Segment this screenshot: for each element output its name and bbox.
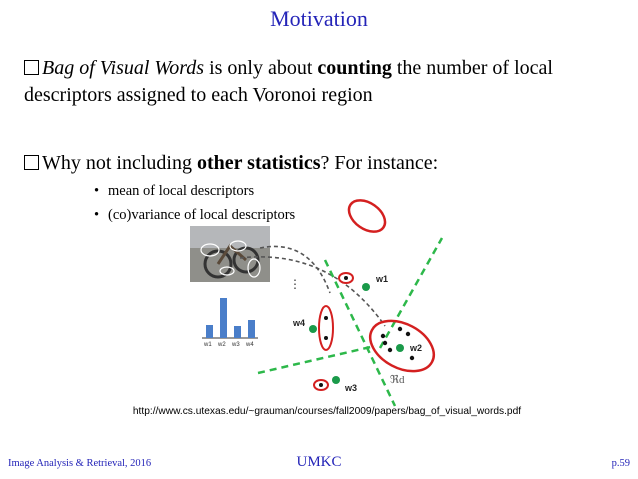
voronoi-boundaries — [258, 238, 442, 406]
umkc-logo: UMKC — [296, 454, 342, 470]
svg-text:w1: w1 — [376, 274, 389, 284]
svg-text:w3: w3 — [232, 342, 240, 348]
svg-text:ℜd: ℜd — [390, 374, 405, 386]
checkbox-bullet-icon — [24, 155, 39, 170]
bullet-2-text-b: ? For instance: — [320, 152, 439, 174]
bullet-1-bold: counting — [317, 57, 392, 79]
bullet-2 — [24, 150, 624, 177]
svg-text:w3: w3 — [345, 383, 358, 393]
checkbox-bullet-icon — [24, 60, 39, 75]
svg-text:w2: w2 — [218, 342, 226, 348]
svg-text:w1: w1 — [204, 342, 212, 348]
svg-text:w4: w4 — [293, 318, 306, 328]
svg-text:⋮: ⋮ — [289, 277, 301, 291]
bullet-1-text-a: is only about — [204, 57, 318, 79]
histogram — [202, 298, 258, 348]
bullet-1-text-b: the number of local descriptors assigned to each Voronoi region — [24, 57, 553, 106]
svg-text:w4: w4 — [246, 342, 254, 348]
page-number: p.59 — [611, 458, 630, 469]
bullet-2-bold: other statistics — [196, 152, 321, 174]
bullet-2-text-a: Why not including — [42, 152, 197, 174]
svg-text:w2: w2 — [410, 343, 423, 353]
bullet-dot-icon: • — [94, 207, 100, 223]
sub-item-label: mean of local descriptors — [108, 183, 255, 199]
bullet-1-italic: Bag of Visual Words — [42, 57, 205, 79]
bike-photo-thumbnail — [190, 226, 270, 282]
footer-course: Image Analysis & Retrieval, 2016 — [8, 458, 152, 469]
slide-title: Motivation — [270, 6, 368, 31]
source-url[interactable]: http://www.cs.utexas.edu/~grauman/courses/fall2009/papers/bag_of_visual_words.pdf — [132, 406, 522, 417]
bullet-1 — [24, 55, 624, 109]
bag-of-words-figure — [180, 198, 450, 408]
bullet-dot-icon: • — [94, 183, 100, 199]
sub-item-label: (co)variance of local descriptors — [108, 207, 296, 223]
figure-svg — [180, 198, 450, 408]
